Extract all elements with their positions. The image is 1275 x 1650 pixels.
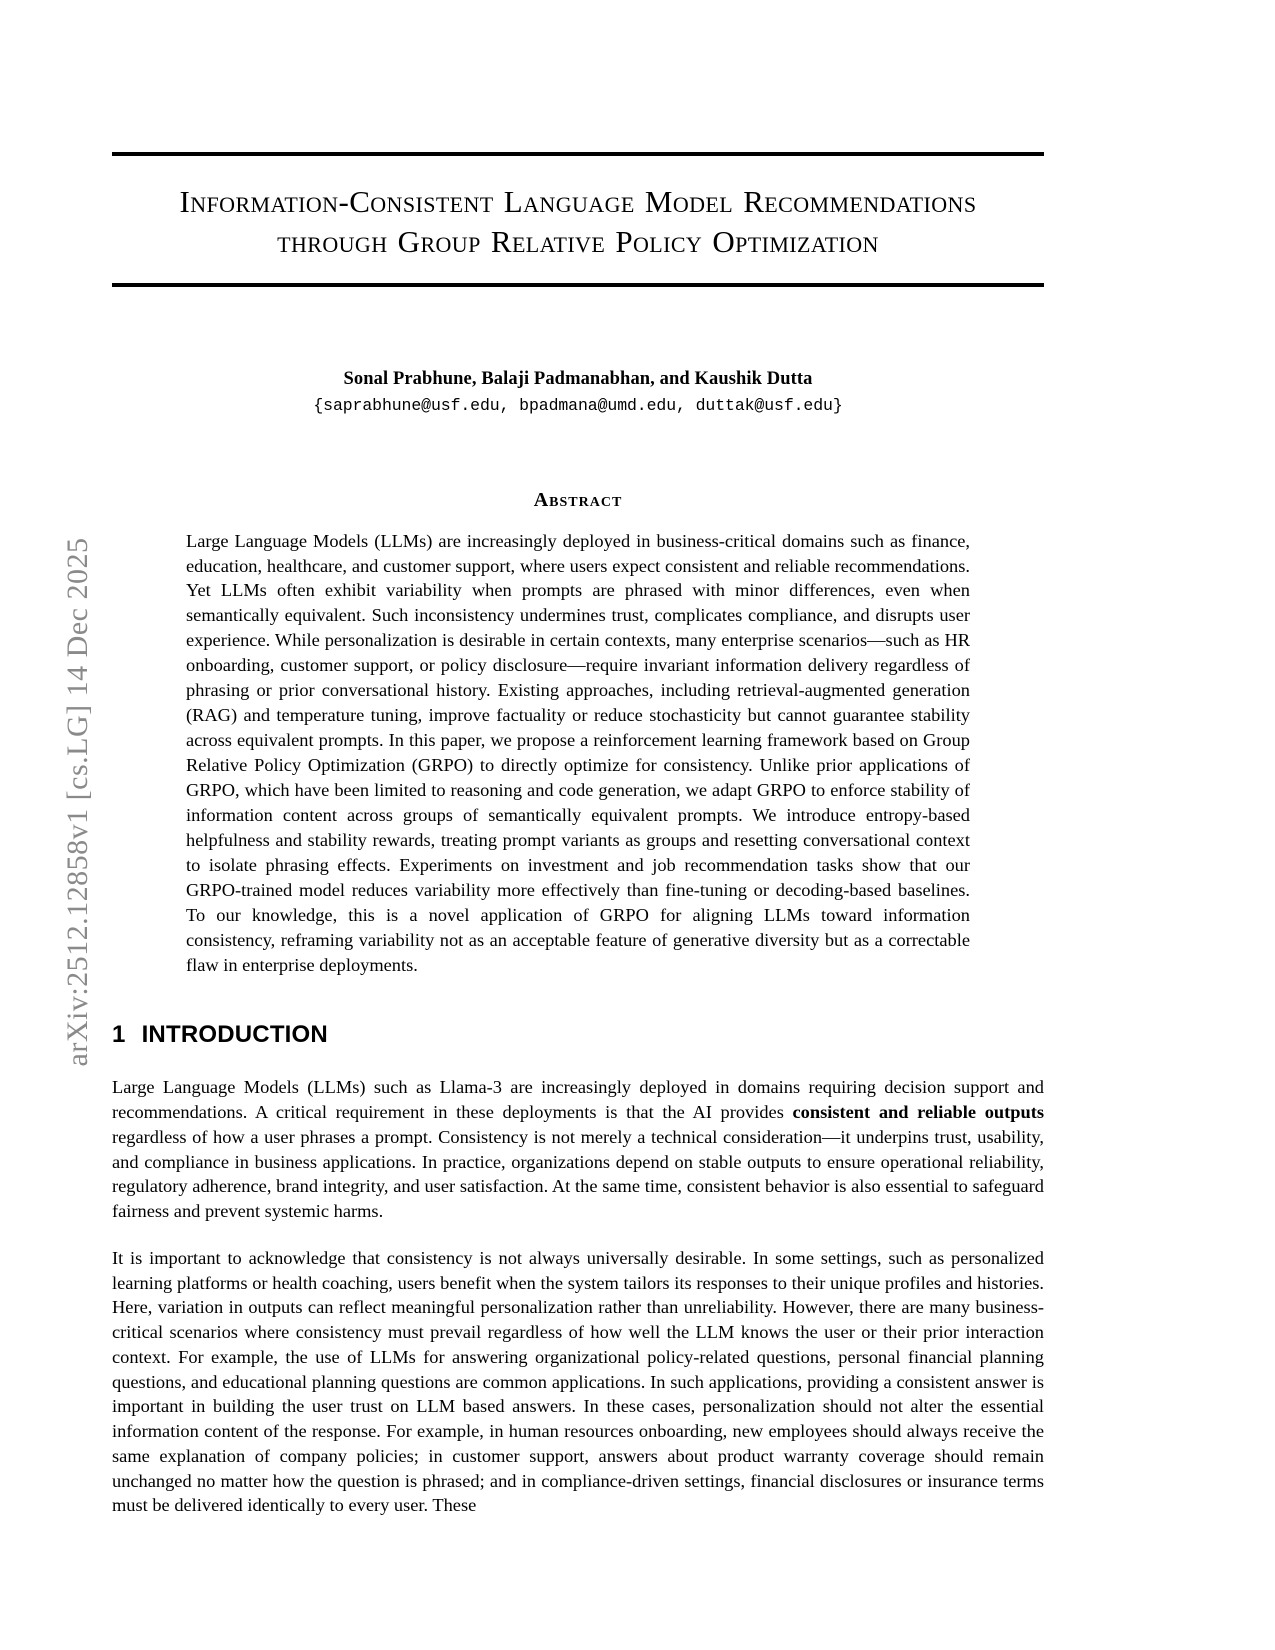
abstract-block bbox=[186, 489, 970, 978]
author-emails: {saprabhune@usf.edu, bpadmana@umd.edu, duttak@usf.edu} bbox=[313, 395, 843, 415]
section-heading-introduction bbox=[112, 1021, 1044, 1049]
intro-paragraph-2-text: It is important to acknowledge that consistency is not always universally desirable. In some settings, such as personalized learning platforms or health coaching, users benefit when the system tailors its responses to their unique profiles and histories. Here, variation in outputs can reflect meaningful personalization rather than unreliability. However, there are many business-critical scenarios where consistency must prevail regardless of how well the LLM knows the user or their prior interaction context. For example, the use of LLMs for answering organizational policy-related questions, personal financial planning questions, and educational planning questions are common applications. In such applications, providing a consistent answer is important in building the user trust on LLM based answers. In these cases, personalization should not alter the essential information content of the response. For example, in human resources onboarding, new employees should always receive the same explanation of company policies; in customer support, answers about product warranty coverage should remain unchanged no matter how the question is phrased; and in compliance-driven settings, financial disclosures or insurance terms must be delivered identically to every user. These bbox=[112, 1247, 1044, 1516]
section-title: INTRODUCTION bbox=[141, 1021, 328, 1049]
author-list: Sonal Prabhune, Balaji Padmanabhan, and Kaushik Dutta bbox=[343, 368, 813, 389]
title-rule-top bbox=[112, 152, 1044, 156]
page-title: Information-Consistent Language Model Recommendations through Group Relative Policy Optimization bbox=[179, 184, 977, 260]
intro-paragraph-2 bbox=[112, 1246, 1044, 1518]
abstract-body: Large Language Models (LLMs) are increasingly deployed in business-critical domains such as finance, education, healthcare, and customer support, where users expect consistent and reliable recommendations. Yet LLMs often exhibit variability when prompts are phrased with minor differences, even when semantically equivalent. Such inconsistency undermines trust, complicates compliance, and disrupts user experience. While personalization is desirable in certain contexts, many enterprise scenarios—such as HR onboarding, customer support, or policy disclosure—require invariant information delivery regardless of phrasing or prior conversational history. Existing approaches, including retrieval-augmented generation (RAG) and temperature tuning, improve factuality or reduce stochasticity but cannot guarantee stability across equivalent prompts. In this paper, we propose a reinforcement learning framework based on Group Relative Policy Optimization (GRPO) to directly optimize for consistency. Unlike prior applications of GRPO, which have been limited to reasoning and code generation, we adapt GRPO to enforce stability of information content across groups of semantically equivalent prompts. We introduce entropy-based helpfulness and stability rewards, treating prompt variants as groups and resetting conversational context to isolate phrasing effects. Experiments on investment and job recommendation tasks show that our GRPO-trained model reduces variability more effectively than fine-tuning or decoding-based baselines. To our knowledge, this is a novel application of GRPO for aligning LLMs toward information consistency, reframing variability not as an acceptable feature of generative diversity but as a correctable flaw in enterprise deployments. bbox=[186, 530, 970, 975]
title-rule-bottom bbox=[112, 283, 1044, 287]
intro-paragraph-1-emphasis: consistent and reliable outputs bbox=[792, 1102, 1044, 1123]
paper-content-column bbox=[112, 0, 1044, 1537]
arxiv-identifier-stamp: arXiv:2512.12858v1 [cs.LG] 14 Dec 2025 bbox=[61, 537, 94, 1067]
intro-paragraph-1-pre: Large Language Models (LLMs) such as Llama-3 are increasingly deployed in domains requiring decision support and recommendations. A critical requirement in these deployments is that the AI provides bbox=[112, 1077, 1044, 1123]
intro-paragraph-1-post: regardless of how a user phrases a prompt. Consistency is not merely a technical consideration—it underpins trust, usability, and compliance in business applications. In practice, organizations depend on stable outputs to ensure operational reliability, regulatory adherence, brand integrity, and user satisfaction. At the same time, consistent behavior is also essential to safeguard fairness and prevent systemic harms. bbox=[112, 1126, 1044, 1222]
section-number: 1 bbox=[112, 1021, 126, 1049]
intro-paragraph-1 bbox=[112, 1075, 1044, 1224]
abstract-heading: Abstract bbox=[533, 488, 623, 511]
